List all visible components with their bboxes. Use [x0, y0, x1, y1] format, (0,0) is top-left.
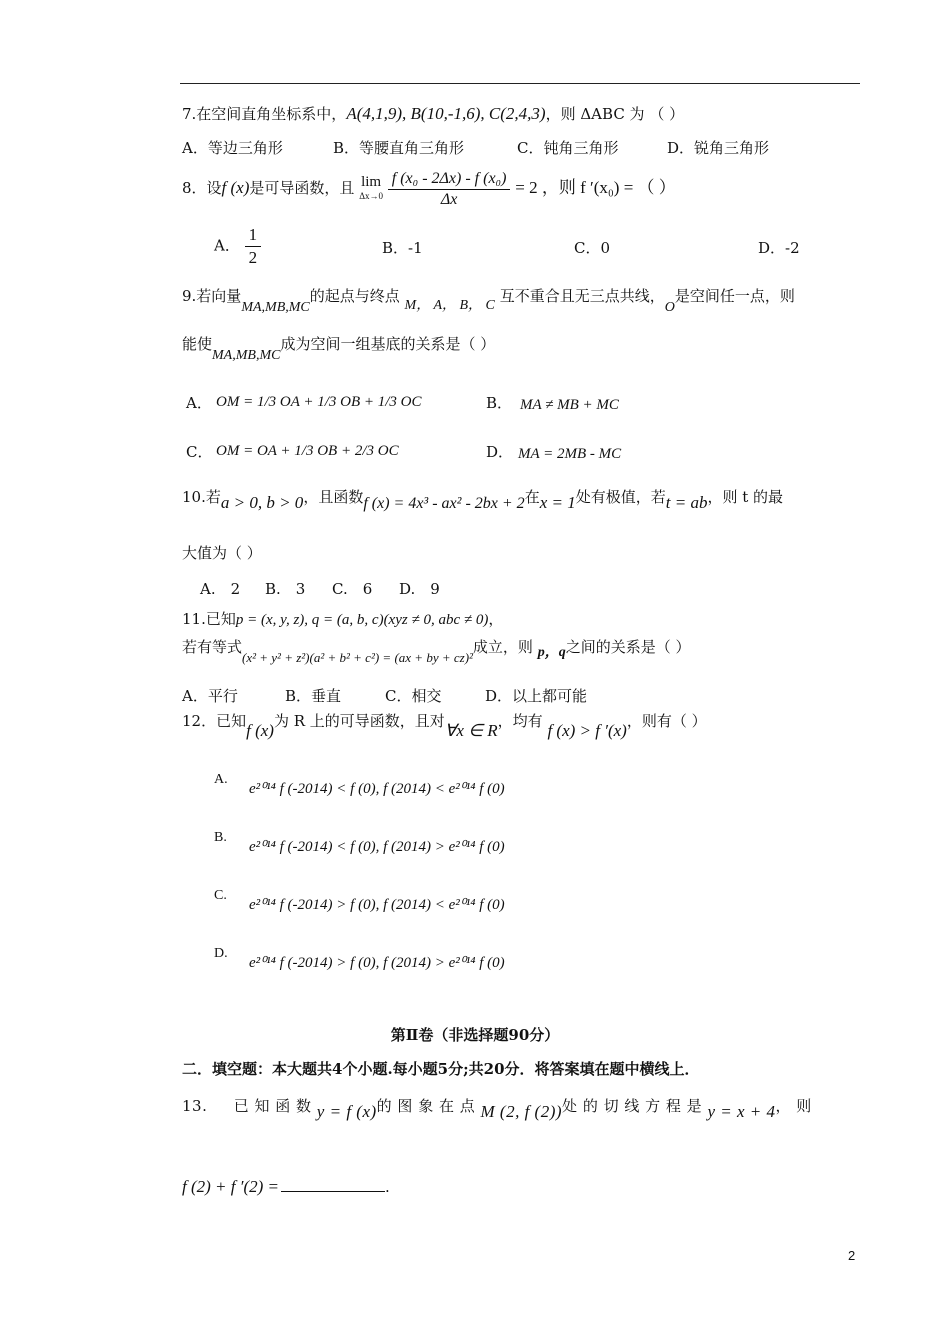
- q8-option-b: B．-1: [382, 239, 423, 257]
- q12-fx: f (x): [246, 721, 274, 740]
- q9-origin: O: [664, 300, 675, 315]
- q9-option-a-label: A．: [186, 394, 212, 412]
- q10-t: t = ab: [665, 493, 708, 512]
- section-2-title: 第Ⅱ卷（非选择题90分）: [390, 1026, 560, 1044]
- q10-condition: a > 0, b > 0: [220, 493, 304, 512]
- q7-option-a: A．等边三角形: [182, 139, 283, 157]
- q11-text-b: ，: [488, 610, 504, 628]
- q8-fx: f (x): [221, 178, 250, 197]
- q7-option-b: B．等腰直角三角形: [333, 139, 465, 157]
- q9-option-a: OM = 1/3 OA + 1/3 OB + 1/3 OC: [216, 394, 422, 410]
- q12-text-b: 为 R 上的可导函数，且对: [273, 712, 445, 730]
- q13-text-a: 已 知 函 数: [233, 1097, 312, 1115]
- q9-text-b: 的起点与终点: [309, 287, 400, 305]
- q11-option-d: D．以上都可能: [485, 687, 588, 705]
- q12-option-c: e²⁰¹⁴ f (-2014) > f (0), f (2014) < e²⁰¹⁴ f (0): [249, 897, 505, 913]
- q10-option-b: B. 3: [265, 580, 306, 598]
- q8-numerator: f (x₀ - 2Δx) - f (x₀): [388, 169, 511, 190]
- question-13-line2: [182, 1176, 390, 1198]
- header-rule: [180, 83, 860, 84]
- q13-end: .: [385, 1178, 390, 1196]
- q11-pq: p，q: [537, 645, 566, 660]
- q9-option-c: OM = OA + 1/3 OB + 2/3 OC: [216, 443, 399, 459]
- q10-text-a: 10.若: [182, 488, 221, 506]
- q8-limit: [359, 175, 383, 203]
- q11-text-d: 成立，则: [472, 638, 533, 656]
- q10-option-a: A. 2: [200, 580, 241, 598]
- q9-points: M， A， B， C: [404, 298, 495, 313]
- q8-lim: lim: [361, 174, 382, 190]
- question-11-line1: [182, 608, 503, 631]
- question-13-line1: [182, 1095, 812, 1121]
- q8-text-end: = 2 ，则 f ′(x₀) = （ ）: [515, 178, 676, 197]
- q11-definition: p = (x, y, z), q = (a, b, c)(xyz ≠ 0, abc ≠ 0): [235, 612, 489, 628]
- q7-text: 7.在空间直角坐标系中，: [182, 105, 347, 123]
- q9-option-b-label: B．: [486, 394, 513, 412]
- section-2-instructions: 二．填空题：本大题共4个小题.每小题5分;共20分．将答案填在题中横线上．: [182, 1060, 700, 1078]
- q9-vectors: MA,MB,MC: [241, 300, 310, 315]
- q13-function: y = f (x): [316, 1102, 377, 1121]
- q10-text-e: ，则 t 的最: [707, 488, 784, 506]
- q12-option-d: e²⁰¹⁴ f (-2014) > f (0), f (2014) > e²⁰¹⁴ f (0): [249, 955, 505, 971]
- q8-option-d: D．-2: [758, 239, 800, 257]
- question-9-line1: [182, 285, 795, 315]
- q8-option-c: C．0: [574, 239, 611, 257]
- question-9-line2: [182, 333, 496, 363]
- q12-text-c: ，均有: [497, 712, 543, 730]
- q11-option-b: B．垂直: [285, 687, 342, 705]
- q8-text: 8．设: [182, 179, 222, 197]
- q7-text-end: ，则 ΔABC 为 （ ）: [545, 105, 685, 123]
- q9-text-d: 是空间任一点，则: [674, 287, 795, 305]
- q8-a-den: 2: [248, 248, 258, 267]
- q12-option-a-label: A.: [214, 772, 228, 787]
- question-11-line2: [182, 636, 691, 665]
- q10-point: x = 1: [539, 493, 576, 512]
- q12-option-d-label: D.: [214, 946, 228, 961]
- q10-option-d: D. 9: [399, 580, 440, 598]
- q8-text-mid: 是可导函数，且: [249, 179, 355, 197]
- page-number: 2: [848, 1248, 856, 1263]
- q12-text-d: ，则有（ ）: [626, 712, 707, 730]
- q12-forall: ∀x ∈ R: [444, 721, 498, 740]
- q8-fraction: [388, 169, 511, 210]
- question-10-line2: 大值为（ ）: [182, 544, 262, 562]
- q13-point: M (2, f (2)): [480, 1102, 563, 1121]
- q12-option-b-label: B.: [214, 830, 227, 845]
- question-10-line1: [182, 486, 784, 512]
- q7-points: A(4,1,9), B(10,-1,6), C(2,4,3): [346, 104, 546, 123]
- question-8-stem: [182, 166, 676, 210]
- q10-option-c: C. 6: [332, 580, 373, 598]
- q10-function: f (x) = 4x³ - ax² - 2bx + 2: [363, 495, 525, 512]
- q9-text-c: 互不重合且无三点共线，: [499, 287, 665, 305]
- q11-text-e: 之间的关系是（ ）: [565, 638, 691, 656]
- question-12-stem: [182, 710, 707, 740]
- q10-text-c: 在: [524, 488, 540, 506]
- q9-option-d-label: D．: [486, 443, 514, 461]
- q9-text-a: 9.若向量: [182, 287, 242, 305]
- answer-blank[interactable]: [281, 1191, 385, 1192]
- q8-denominator: Δx: [440, 190, 458, 208]
- q8-lim-sub: Δx→0: [359, 191, 383, 201]
- q9-option-c-label: C．: [186, 443, 213, 461]
- q7-option-c: C．钝角三角形: [517, 139, 619, 157]
- q11-option-c: C．相交: [385, 687, 442, 705]
- q13-text-d: ， 则: [775, 1097, 812, 1115]
- q13-expression: f (2) + f ′(2) =: [182, 1177, 280, 1196]
- question-7-stem: [182, 103, 684, 125]
- q12-option-a: e²⁰¹⁴ f (-2014) < f (0), f (2014) < e²⁰¹⁴ f (0): [249, 781, 505, 797]
- q13-number: 13.: [182, 1097, 208, 1115]
- q7-option-d: D．锐角三角形: [667, 139, 770, 157]
- q10-text-d: 处有极值，若: [575, 488, 666, 506]
- q11-equation: (x² + y² + z²)(a² + b² + c²) = (ax + by + cz)²: [242, 650, 473, 665]
- q13-text-b: 的 图 象 在 点: [376, 1097, 476, 1115]
- q11-option-a: A．平行: [182, 687, 238, 705]
- q9-option-b: MA ≠ MB + MC: [520, 397, 619, 413]
- q8-option-a-fraction: [245, 224, 262, 269]
- q8-option-a-label: A．: [214, 236, 240, 255]
- q10-text-b: ，且函数: [303, 488, 364, 506]
- q9-vectors-2: MA,MB,MC: [212, 348, 281, 363]
- q9-text-e: 能使: [182, 335, 213, 353]
- q12-option-b: e²⁰¹⁴ f (-2014) < f (0), f (2014) > e²⁰¹⁴ f (0): [249, 839, 505, 855]
- q11-text-a: 11.已知: [182, 610, 236, 628]
- q12-option-c-label: C.: [214, 888, 227, 903]
- q8-option-a: [214, 224, 261, 269]
- q12-text-a: 12．已知: [182, 712, 247, 730]
- q8-a-num: 1: [245, 224, 262, 247]
- q11-text-c: 若有等式: [182, 638, 243, 656]
- q9-text-f: 成为空间一组基底的关系是（ ）: [280, 335, 496, 353]
- q12-inequality: f (x) > f ′(x): [547, 721, 627, 740]
- q13-tangent: y = x + 4: [707, 1102, 776, 1121]
- q9-option-d: MA = 2MB - MC: [518, 446, 622, 462]
- q13-text-c: 处 的 切 线 方 程 是: [562, 1097, 703, 1115]
